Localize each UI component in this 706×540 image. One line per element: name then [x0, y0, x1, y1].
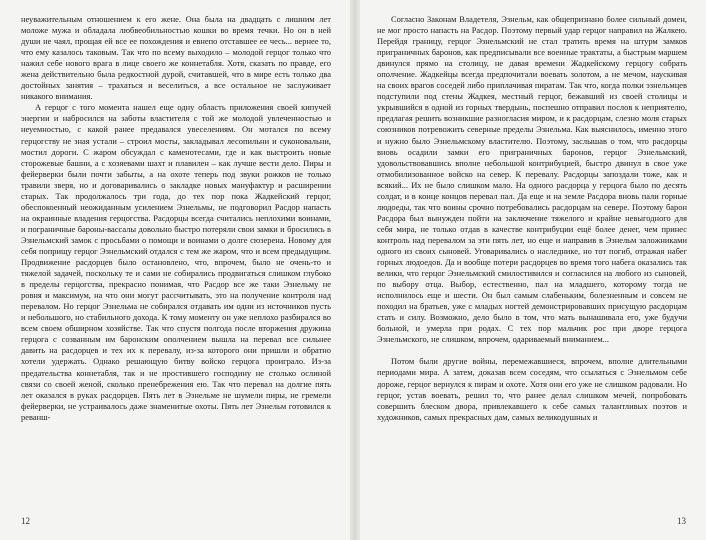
left-page-number: 12 [21, 516, 30, 526]
left-paragraph-1: неуважительным отношением к его жене. Она была на двадцать с лишним лет моложе мужа и обладала любвеобильностью кошки во время течки. Но он в ней души не чаял, прощая ей все ее похождения и евнепо отставшее ее чесь... вернее то, что ему казалось таковым. Так что по всему выходило – молодой герцог только что нажил себе нового врага в лице своего же коннетабля. Хотя, сказать по правде, его жена действительно была редкостной дурой, считавшей, что в мире есть только два достойных занятия – трахаться и веселиться, а все остальное не заслуживает никакого внимания. [21, 14, 331, 102]
book-gutter [350, 0, 360, 540]
right-page-number: 13 [677, 516, 686, 526]
left-page [21, 14, 331, 514]
right-paragraph-2: Потом были другие войны, перемежавшиеся, впрочем, вполне длительными периодами мира. А затем, доказав всем соседям, что ссылаться с Эзнельмом себе дороже, герцог вернулся к пирам и охоте. Хотя они его уже не слишком радовали. Но герцог, устав воевать, решил то, что ранее делал слишком мечей, попробовать совершить блеском двора, привлекавшего к себе самых талантливых поэтов и художников, самых прекрасных дам, самых великодушных и [377, 356, 687, 422]
right-paragraph-1: Согласно Законам Владетеля, Эзнельм, как общепризнано более сильный домен, не мог просто напасть на Расдор. Поэтому первый удар герцог направил на Жалкею. Перейдя границу, герцог Эзнельмский не стал тратить время на штурм замков приграничных баронов, как предписывали все военные трактаты, а быстрым маршем двинулся прямо на столицу, не давая времени Жадкейскому герцогу собрать ополчение. Жадкейцы всегда предпочитали воевать золотом, а не мечом, наускивая на своих врагов соседей либо приплачивая пиратам. Так что, когда полки эзнельмцев подступили под стены Жадкея, местный герцог, бежавший из своей столицы и укрывшийся в одной из горных твердынь, поспешно отправил послов к неприятелю, предлагая решить возникшие разногласия миром, и к расдорцам, слезно моля старых союзников потревожить северные пределы Эзнельма. Как выяснилось, именно этого и нужно было Эзнельмскому властителю. Поэтому, заслышав о том, что расдорцы вновь осадили замки его приграничных баронов, герцог Эзнельмский, удовольствовавшись вполне небольшой контрибуцией, быстро двинул в свое уже отмобилизованное войско на север. К перевалу. Расдорцы запоздали тоже, как и всякий... Их не было слишком мало. На одного расдорца у герцога было по десять солдат, и в конце концов перевал пал. Да еще и на земле Расдора вновь пали горные людоеды, так что воины срочно потребовались расдорцам на севере. Поэтому барон Расдора был вынужден пойти на заключение тяжелого и крайне невыгодного для себя мира, не только отдав в качестве контрибуции ещё более денег, чем принес контроль над перевалом за эти пять лет, но еще и направив в Эзнельм заложниками одного из своих сыновей. Уговаривались о наследнике, но тот погиб, отражая набег горных людоедов. Да и вообще потери расдорцев во время того набега оказались так велики, что герцог Эзнельмский смилостивился и согласился на любого из сыновей, по выбору отца. Выбор, естественно, пал на младшего, которому тогда не исполнилось еще и шести. Он был самым слабеньким, болезненным и совсем не походил на братьев, уже с младых ногтей демонстрировавших присущую расдорцам стать и силу. Возможно, дело было в том, что мать вынашивала его, уже будучи больной, и умерла при родах. С тех пор мальчик рос при дворе герцога Эзнельмского, не слишком, впрочем, одариваемый вниманием... [377, 14, 687, 345]
left-paragraph-2: А герцог с того момента нашел еще одну область приложения своей кипучей энергии и набросился на заботы властителя с той же молодой увлеченностью и неуемностью, с какой ранее предавался увеселениям. Он мотался по всему герцогству не зная устали – строил мосты, закладывал лесопильни и суконовальни, мостил дороги. С жаром обсуждал с каменотесами, где и как выстроить новые сторожевые башни, а с хозяевами шахт и плавилен – как лучше вести дело. Пиры и фейерверки были почти забыты, а на охоте теперь под звуки рожков не только травили зверя, но и договаривались о закладке новых мануфактур и расширении старых. Так продолжалось три года, до тех пор пока Жадкейский герцог, обеспокоенный неожиданным усилением Эзнельмы, не подговорил Расдор напасть на окраинные владения герцогства. Расдорцы всегда считались неплохими воинами, и пограничные бароны-вассалы довольно быстро потеряли свои замки и бросились в Эзнельмский замок с просьбами о помощи и воинами о долге сюзерена. Новому для себя поприщу герцог Эзнельмский отдался с тем же жаром, что и всем предыдущим. Продвижение расдорцев было остановлено, что, впрочем, было не очень-то и тяжелой задачей, поскольку те и сами не собирались продвигаться слишком глубоко в пределы герцогства, прекрасно понимая, что Расдор все же таки Эзнельму не ровня и максимум, на что они могут рассчитывать, это на получение контроля над перевалом. Но герцог Эзнельма не собирался отдавать им одни из источников пусть и небольшого, но стабильного дохода. К тому моменту он уже неплохо разбирался во всем своем обширном хозяйстве. Так что спустя полгода после вторжения дружина герцога с созванным им баронским ополчением вышла на перевал все сильнее давить на расдорцев и тех их к перевалу, из-за которого они пришли и обратно хотели удержать. Однако решающую битву войско герцога проиграло. Из-за предательства коннетабля, так и не простившего господину не столько ослиной связи со своей женой, сколько пренебрежения ею. Так что перевал на долгие пять лет оказался в руках расдорцев. Пять лет в Эзнельме не шумели пиры, не гремели фейерверки, не устраивалось даже знаменитые охоты. Пять лет Эзнельм готовился к реванш- [21, 102, 331, 422]
right-page [377, 14, 687, 514]
